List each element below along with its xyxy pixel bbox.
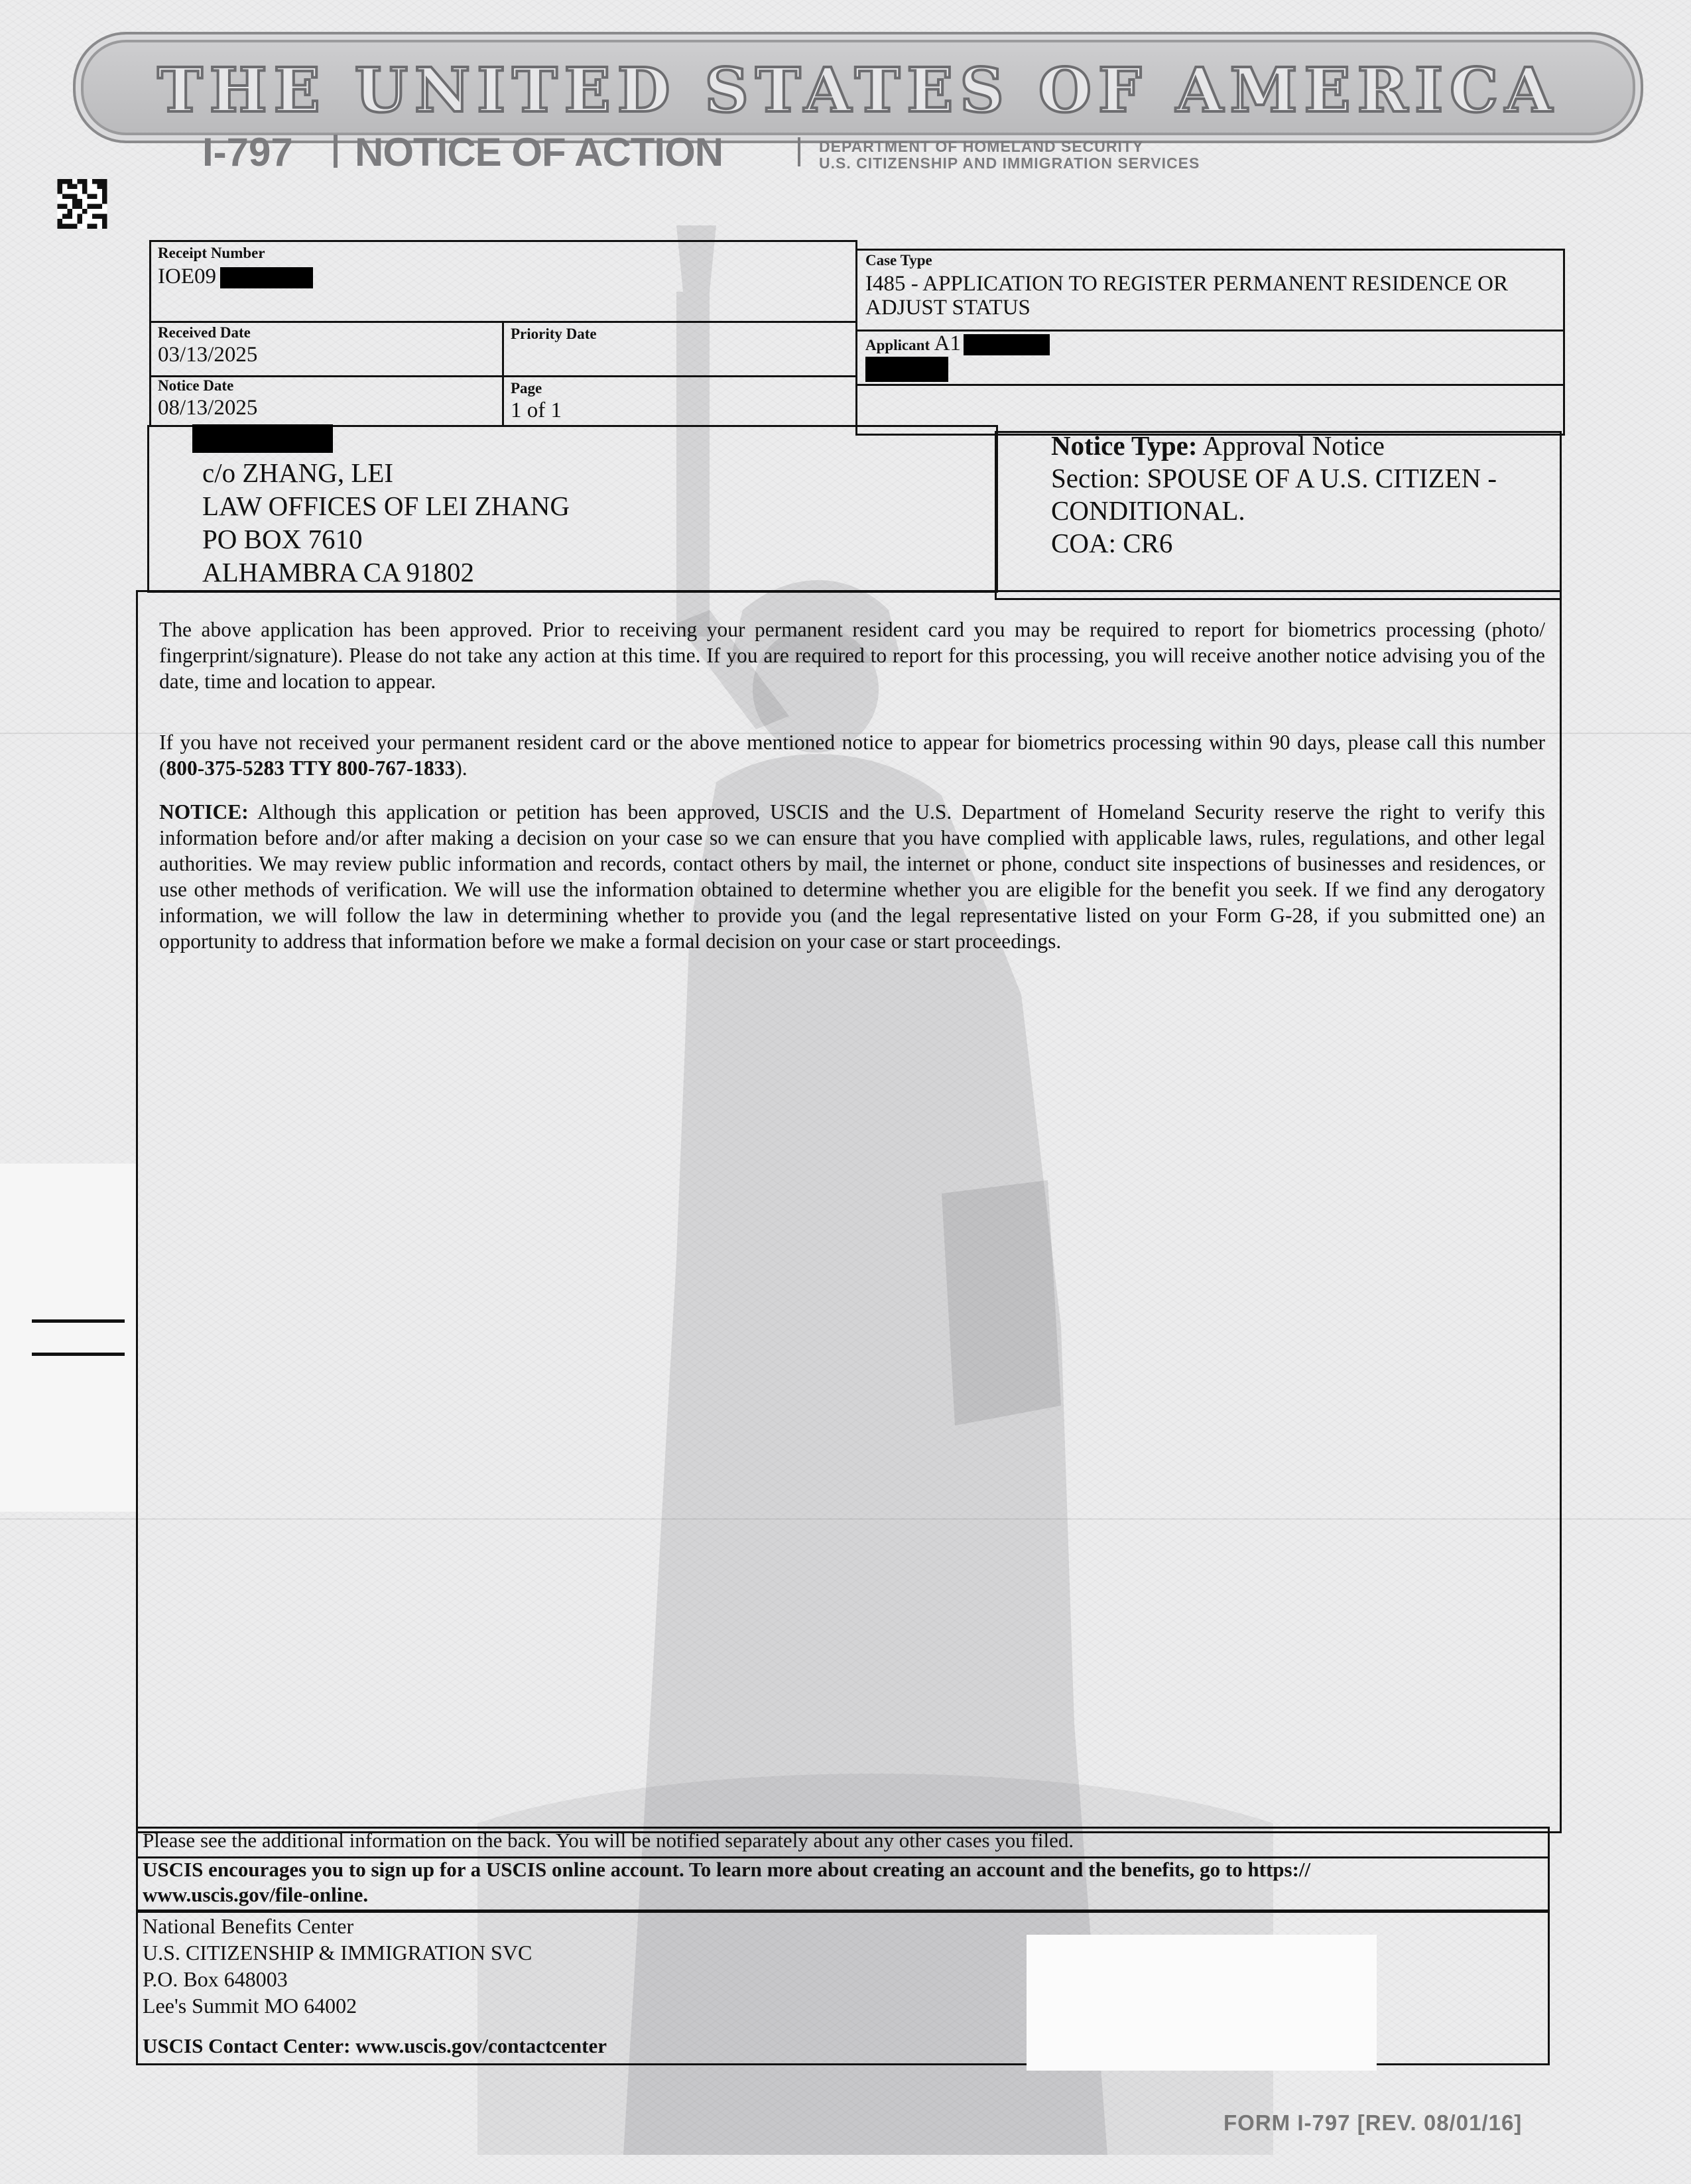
- page-value: 1 of 1: [511, 398, 562, 422]
- margin-strip: [0, 1164, 136, 1512]
- receipt-number-value: [158, 265, 313, 289]
- redaction-bar: [964, 334, 1050, 355]
- center-line-1: National Benefits Center: [143, 1914, 354, 1938]
- phone-numbers: 800-375-5283 TTY 800-767-1833: [166, 757, 456, 780]
- redaction-bar: [220, 267, 313, 288]
- department-name: [819, 139, 1200, 172]
- notice-date-value: 08/13/2025: [158, 396, 258, 420]
- coa-code: COA: CR6: [1051, 528, 1173, 558]
- received-date-cell: [149, 321, 504, 377]
- case-type-cell: [855, 249, 1565, 332]
- contact-center: USCIS Contact Center: www.uscis.gov/contactcenter: [143, 2034, 607, 2057]
- redacted-white-area: [1027, 1935, 1377, 2071]
- mailing-address: [202, 456, 570, 589]
- notice-date-label: Notice Date: [158, 377, 234, 394]
- page-cell: [502, 375, 857, 427]
- biometrics-paragraph: [159, 729, 1545, 781]
- applicant-number-prefix: A1: [934, 332, 961, 355]
- section-line-1: Section: SPOUSE OF A U.S. CITIZEN -: [1051, 463, 1497, 493]
- received-date-value: 03/13/2025: [158, 343, 258, 367]
- biometrics-text: If you have not received your permanent resident card or the above mentioned notice to appear for biometrics processing within 90 days, please call this number (: [159, 731, 1545, 780]
- section-line-2: CONDITIONAL.: [1051, 495, 1245, 526]
- notice-text: Although this application or petition has been approved, USCIS and the U.S. Department of Homeland Security reserve the right to verify this information before and/or after making a decision on your case so we can ensure that you have complied with applicable laws, rules, regulations, and other legal authorities. We may review public information and records, contact others by mail, the internet or phone, conduct site inspections of businesses and residences, or use other methods of verification. We will use the information obtained to determine whether you are eligible for the benefit you seek. If we find any derogatory information, we will follow the law in determining whether to provide you (and the legal representative listed on your Form G-28, if you submitted one) an opportunity to address that information before we make a formal decision on your case or start proceedings.: [159, 800, 1545, 953]
- notice-type-value: Approval Notice: [1202, 430, 1385, 461]
- center-line-4: Lee's Summit MO 64002: [143, 1994, 357, 2018]
- department-line-2: U.S. CITIZENSHIP AND IMMIGRATION SERVICES: [819, 154, 1200, 172]
- address-line-3: PO BOX 7610: [202, 524, 363, 554]
- applicant-cell: [855, 330, 1565, 386]
- approval-paragraph: The above application has been approved. Prior to receiving your permanent resident card you may be required to report for biometrics processing (photo/ fingerprint/signature). Please do not take any action at this time. If you are required to report for this processing, you will receive another notice advising you of the date, time and location to appear.: [159, 618, 1545, 693]
- received-date-label: Received Date: [158, 324, 251, 341]
- form-revision: FORM I-797 [REV. 08/01/16]: [1223, 2110, 1523, 2135]
- center-line-3: P.O. Box 648003: [143, 1967, 288, 1991]
- header-divider: [334, 135, 338, 168]
- notice-title: NOTICE OF ACTION: [355, 130, 723, 174]
- barcode-icon: [56, 179, 108, 229]
- notice-type: [1051, 430, 1497, 560]
- service-center-address: [143, 1913, 532, 2019]
- form-number: I-797: [202, 130, 293, 174]
- page-label: Page: [511, 380, 542, 396]
- priority-date-label: Priority Date: [511, 326, 597, 342]
- address-line-2: LAW OFFICES OF LEI ZHANG: [202, 491, 570, 521]
- receipt-number-cell: [149, 240, 857, 323]
- biometrics-text-end: ).: [455, 757, 468, 780]
- case-type-line-1: I485 - APPLICATION TO REGISTER PERMANENT RESIDENCE OR: [865, 272, 1508, 296]
- online-account-line-1: USCIS encourages you to sign up for a USCIS online account. To learn more about creating an account and the benefits, go to https://: [143, 1858, 1311, 1881]
- notice-type-line: [1051, 430, 1497, 462]
- address-line-1: c/o ZHANG, LEI: [202, 457, 394, 488]
- priority-date-cell: [502, 321, 857, 377]
- header-divider: [798, 137, 800, 166]
- applicant-value: [865, 332, 1050, 356]
- notice-label: NOTICE:: [159, 800, 249, 823]
- applicant-label: Applicant: [865, 337, 930, 353]
- receipt-number-label: Receipt Number: [158, 245, 265, 261]
- redaction-bar: [865, 357, 948, 382]
- notice-date-cell: [149, 375, 504, 427]
- header-banner: [73, 32, 1643, 143]
- center-line-2: U.S. CITIZENSHIP & IMMIGRATION SVC: [143, 1941, 532, 1965]
- receipt-number-prefix: IOE09: [158, 265, 216, 288]
- redaction-bar: [192, 424, 333, 453]
- case-type-label: Case Type: [865, 252, 932, 269]
- notice-type-label: Notice Type:: [1051, 430, 1198, 461]
- margin-mark: [32, 1319, 125, 1323]
- margin-mark: [32, 1353, 125, 1356]
- online-account-line-2: www.uscis.gov/file-online.: [143, 1883, 369, 1906]
- notice-paragraph: [159, 799, 1545, 954]
- case-type-line-2: ADJUST STATUS: [865, 296, 1031, 320]
- department-line-1: DEPARTMENT OF HOMELAND SECURITY: [819, 138, 1144, 155]
- banner-title: THE UNITED STATES OF AMERICA: [157, 54, 1559, 126]
- address-line-4: ALHAMBRA CA 91802: [202, 557, 475, 587]
- additional-info-text: Please see the additional information on the back. You will be notified separately about any other cases you filed.: [143, 1829, 1074, 1852]
